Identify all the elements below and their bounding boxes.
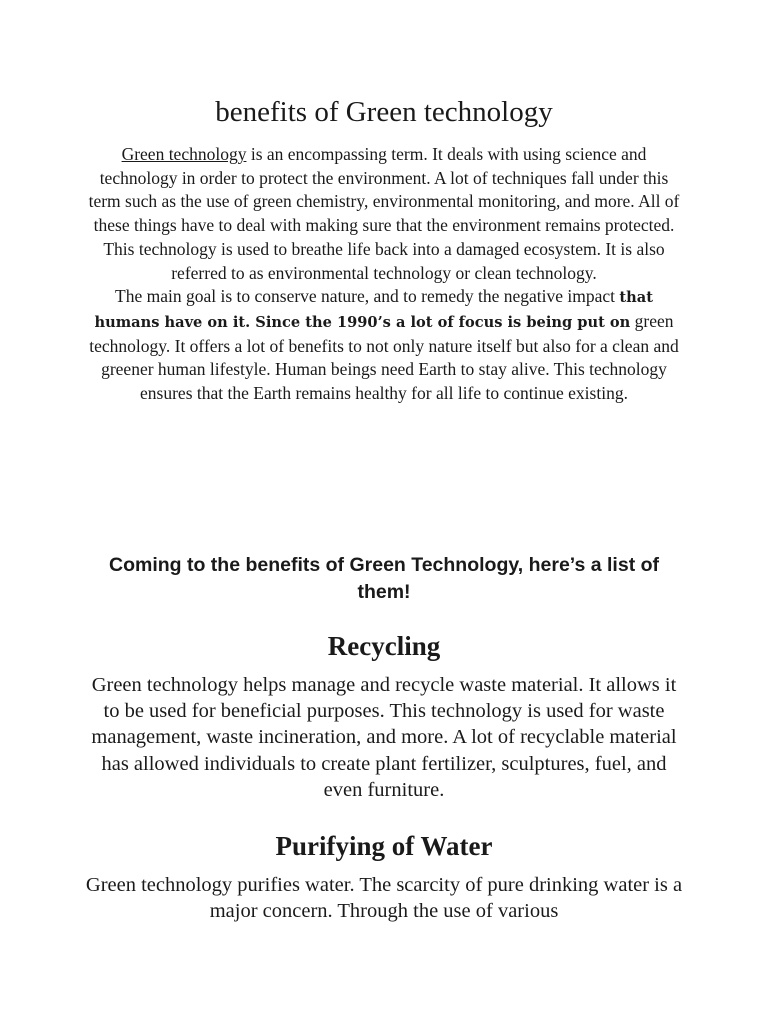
intro-paragraph-2-start: The main goal is to conserve nature, and to remedy the negative impact bbox=[115, 286, 620, 307]
intro-text bbox=[84, 143, 684, 406]
benefits-subheading: Coming to the benefits of Green Technology, here’s a list of them! bbox=[108, 554, 660, 603]
section-body-recycling: Green technology helps manage and recycle waste material. It allows it to be used for beneficial purposes. This technology is used for waste management, waste incineration, and more. A lot of recyclable material has allowed individuals to create plant fertilizer, sculptures, fuel, and even furniture. bbox=[91, 674, 677, 801]
intro-paragraph-2-end: green technology. It offers a lot of benefits to not only nature itself but also for a clean and greener human lifestyle. Human beings need Earth to stay alive. This technology ensures that the Earth remains healthy for all life to continue existing. bbox=[89, 310, 679, 404]
section-title-purifying-water: Purifying of Water bbox=[275, 831, 493, 861]
intro-paragraph-2 bbox=[84, 285, 684, 406]
section-body-purifying-water: Green technology purifies water. The scarcity of pure drinking water is a major concern. Through the use of various bbox=[85, 874, 683, 923]
intro-paragraph-1: is an encompassing term. It deals with using science and technology in order to protect the environment. A lot of techniques fall under this term such as the use of green chemistry, environmental monitoring, and more. All of these things have to deal with making sure that the environment remains protected. This technology is used to breathe life back into a damaged ecosystem. It is also referred to as environmental technology or clean technology. bbox=[88, 144, 680, 283]
green-technology-link[interactable]: Green technology bbox=[121, 144, 247, 164]
page-title: benefits of Green technology bbox=[215, 96, 553, 128]
section-title-recycling: Recycling bbox=[327, 631, 441, 661]
intro-paragraph-2-bold: that humans have on it. Since the 1990’s a lot of focus is being put on bbox=[94, 289, 653, 331]
